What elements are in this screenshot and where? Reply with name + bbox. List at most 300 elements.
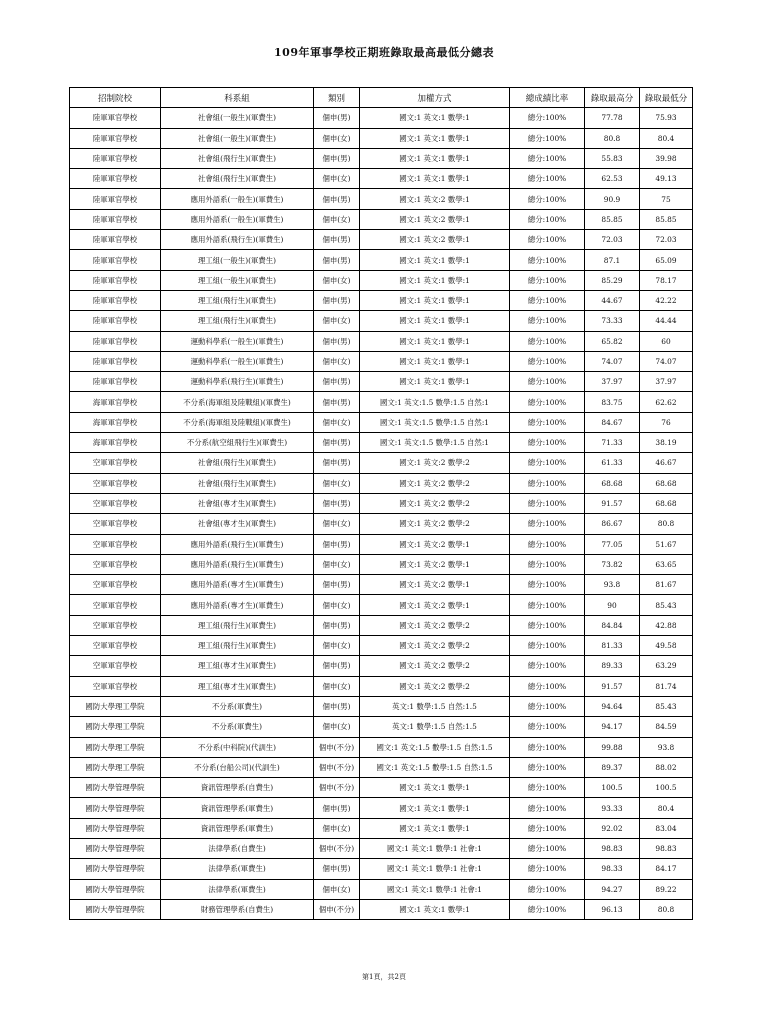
cell-school: 陸軍軍官學校 (70, 290, 161, 310)
cell-category: 個申(女) (314, 717, 360, 737)
cell-category: 個申(女) (314, 128, 360, 148)
cell-max-score: 74.07 (585, 351, 640, 371)
cell-max-score: 100.5 (585, 778, 640, 798)
cell-weighting: 國文:1 英文:1 數學:1 (360, 372, 510, 392)
table-row (70, 676, 693, 696)
cell-weighting: 國文:1 英文:1.5 數學:1.5 自然:1.5 (360, 737, 510, 757)
table-row (70, 351, 693, 371)
cell-min-score: 74.07 (640, 351, 693, 371)
page-footer: 第1頁，共2頁 (362, 973, 406, 981)
cell-department: 法律學系(軍費生) (161, 859, 314, 879)
cell-min-score: 42.22 (640, 290, 693, 310)
cell-category: 個申(男) (314, 250, 360, 270)
cell-school: 國防大學管理學院 (70, 778, 161, 798)
cell-score-ratio: 總分:100% (510, 473, 585, 493)
cell-weighting: 國文:1 英文:1 數學:1 (360, 778, 510, 798)
cell-score-ratio: 總分:100% (510, 230, 585, 250)
cell-score-ratio: 總分:100% (510, 636, 585, 656)
cell-max-score: 77.78 (585, 108, 640, 128)
cell-min-score: 84.59 (640, 717, 693, 737)
cell-school: 國防大學理工學院 (70, 757, 161, 777)
cell-score-ratio: 總分:100% (510, 189, 585, 209)
cell-score-ratio: 總分:100% (510, 290, 585, 310)
cell-school: 空軍軍官學校 (70, 493, 161, 513)
cell-school: 陸軍軍官學校 (70, 189, 161, 209)
cell-department: 資訊管理學系(自費生) (161, 778, 314, 798)
cell-min-score: 63.65 (640, 554, 693, 574)
cell-min-score: 84.17 (640, 859, 693, 879)
cell-score-ratio: 總分:100% (510, 717, 585, 737)
cell-school: 國防大學理工學院 (70, 717, 161, 737)
cell-category: 個申(女) (314, 676, 360, 696)
cell-min-score: 85.43 (640, 595, 693, 615)
cell-school: 陸軍軍官學校 (70, 250, 161, 270)
cell-school: 空軍軍官學校 (70, 575, 161, 595)
cell-category: 個申(女) (314, 311, 360, 331)
table-row (70, 534, 693, 554)
cell-min-score: 80.4 (640, 128, 693, 148)
cell-category: 個申(女) (314, 514, 360, 534)
cell-min-score: 39.98 (640, 148, 693, 168)
cell-category: 個申(女) (314, 270, 360, 290)
cell-max-score: 55.83 (585, 148, 640, 168)
cell-score-ratio: 總分:100% (510, 372, 585, 392)
table-row (70, 230, 693, 250)
cell-max-score: 62.53 (585, 169, 640, 189)
cell-department: 不分系(台船公司)(代訓生) (161, 757, 314, 777)
cell-weighting: 國文:1 英文:2 數學:2 (360, 615, 510, 635)
cell-max-score: 83.75 (585, 392, 640, 412)
cell-min-score: 72.03 (640, 230, 693, 250)
cell-score-ratio: 總分:100% (510, 778, 585, 798)
cell-school: 國防大學管理學院 (70, 899, 161, 919)
table-row (70, 899, 693, 919)
table-row (70, 270, 693, 290)
cell-school: 空軍軍官學校 (70, 534, 161, 554)
table-row (70, 493, 693, 513)
cell-category: 個申(男) (314, 189, 360, 209)
cell-school: 空軍軍官學校 (70, 514, 161, 534)
cell-score-ratio: 總分:100% (510, 676, 585, 696)
cell-category: 個申(男) (314, 859, 360, 879)
table-row (70, 412, 693, 432)
cell-department: 資訊管理學系(軍費生) (161, 818, 314, 838)
cell-department: 理工組(專才生)(軍費生) (161, 676, 314, 696)
cell-score-ratio: 總分:100% (510, 575, 585, 595)
cell-min-score: 44.44 (640, 311, 693, 331)
cell-max-score: 90 (585, 595, 640, 615)
cell-min-score: 85.85 (640, 209, 693, 229)
cell-weighting: 國文:1 英文:1.5 數學:1.5 自然:1 (360, 392, 510, 412)
cell-department: 運動科學系(一般生)(軍費生) (161, 331, 314, 351)
cell-min-score: 78.17 (640, 270, 693, 290)
cell-school: 陸軍軍官學校 (70, 230, 161, 250)
cell-min-score: 51.67 (640, 534, 693, 554)
table-row (70, 595, 693, 615)
cell-department: 應用外語系(飛行生)(軍費生) (161, 554, 314, 574)
cell-min-score: 76 (640, 412, 693, 432)
cell-max-score: 61.33 (585, 453, 640, 473)
cell-department: 不分系(海軍組及陸戰組)(軍費生) (161, 412, 314, 432)
cell-category: 個申(男) (314, 534, 360, 554)
table-row (70, 554, 693, 574)
cell-school: 空軍軍官學校 (70, 595, 161, 615)
header-max-score: 錄取最高分 (585, 88, 640, 108)
cell-weighting: 國文:1 英文:1 數學:1 (360, 311, 510, 331)
cell-max-score: 86.67 (585, 514, 640, 534)
header-category: 類別 (314, 88, 360, 108)
cell-min-score: 75 (640, 189, 693, 209)
cell-score-ratio: 總分:100% (510, 595, 585, 615)
cell-max-score: 84.67 (585, 412, 640, 432)
table-row (70, 778, 693, 798)
table-row (70, 331, 693, 351)
header-score-ratio: 總成績比率 (510, 88, 585, 108)
table-row (70, 392, 693, 412)
table-row (70, 433, 693, 453)
cell-min-score: 88.02 (640, 757, 693, 777)
cell-max-score: 91.57 (585, 493, 640, 513)
cell-min-score: 81.67 (640, 575, 693, 595)
cell-department: 理工組(飛行生)(軍費生) (161, 636, 314, 656)
admission-score-table (69, 87, 693, 920)
table-row (70, 128, 693, 148)
cell-max-score: 90.9 (585, 189, 640, 209)
cell-max-score: 73.82 (585, 554, 640, 574)
cell-category: 個申(不分) (314, 778, 360, 798)
cell-department: 不分系(軍費生) (161, 717, 314, 737)
cell-category: 個申(男) (314, 453, 360, 473)
cell-category: 個申(女) (314, 169, 360, 189)
cell-min-score: 49.58 (640, 636, 693, 656)
cell-school: 海軍軍官學校 (70, 433, 161, 453)
cell-weighting: 國文:1 英文:1.5 數學:1.5 自然:1 (360, 412, 510, 432)
cell-department: 社會組(專才生)(軍費生) (161, 493, 314, 513)
table-row (70, 148, 693, 168)
cell-max-score: 44.67 (585, 290, 640, 310)
table-row (70, 818, 693, 838)
cell-department: 應用外語系(一般生)(軍費生) (161, 189, 314, 209)
cell-department: 社會組(飛行生)(軍費生) (161, 148, 314, 168)
cell-department: 法律學系(自費生) (161, 838, 314, 858)
header-weighting: 加權方式 (360, 88, 510, 108)
cell-category: 個申(女) (314, 595, 360, 615)
cell-min-score: 98.83 (640, 838, 693, 858)
cell-school: 國防大學理工學院 (70, 737, 161, 757)
cell-school: 陸軍軍官學校 (70, 351, 161, 371)
cell-category: 個申(男) (314, 290, 360, 310)
cell-score-ratio: 總分:100% (510, 737, 585, 757)
cell-school: 空軍軍官學校 (70, 554, 161, 574)
cell-min-score: 80.8 (640, 899, 693, 919)
cell-school: 空軍軍官學校 (70, 656, 161, 676)
cell-score-ratio: 總分:100% (510, 433, 585, 453)
cell-department: 社會組(飛行生)(軍費生) (161, 169, 314, 189)
cell-score-ratio: 總分:100% (510, 331, 585, 351)
cell-max-score: 37.97 (585, 372, 640, 392)
cell-weighting: 國文:1 英文:2 數學:2 (360, 514, 510, 534)
cell-school: 國防大學理工學院 (70, 696, 161, 716)
cell-category: 個申(男) (314, 493, 360, 513)
cell-score-ratio: 總分:100% (510, 108, 585, 128)
cell-score-ratio: 總分:100% (510, 615, 585, 635)
cell-weighting: 國文:1 英文:1 數學:1 (360, 798, 510, 818)
cell-weighting: 國文:1 英文:1 數學:1 (360, 270, 510, 290)
cell-category: 個申(男) (314, 372, 360, 392)
cell-min-score: 68.68 (640, 493, 693, 513)
cell-score-ratio: 總分:100% (510, 757, 585, 777)
cell-max-score: 98.33 (585, 859, 640, 879)
cell-school: 陸軍軍官學校 (70, 128, 161, 148)
cell-max-score: 98.83 (585, 838, 640, 858)
cell-weighting: 國文:1 英文:1 數學:1 社會:1 (360, 859, 510, 879)
table-row (70, 636, 693, 656)
cell-score-ratio: 總分:100% (510, 209, 585, 229)
cell-min-score: 80.4 (640, 798, 693, 818)
cell-category: 個申(男) (314, 433, 360, 453)
cell-max-score: 93.8 (585, 575, 640, 595)
cell-score-ratio: 總分:100% (510, 270, 585, 290)
cell-weighting: 國文:1 英文:1 數學:1 (360, 351, 510, 371)
cell-max-score: 94.17 (585, 717, 640, 737)
cell-department: 應用外語系(專才生)(軍費生) (161, 575, 314, 595)
cell-category: 個申(女) (314, 412, 360, 432)
cell-weighting: 國文:1 英文:1 數學:1 (360, 169, 510, 189)
cell-department: 法律學系(軍費生) (161, 879, 314, 899)
cell-max-score: 87.1 (585, 250, 640, 270)
cell-min-score: 65.09 (640, 250, 693, 270)
cell-school: 國防大學管理學院 (70, 838, 161, 858)
table-row (70, 859, 693, 879)
cell-max-score: 81.33 (585, 636, 640, 656)
cell-weighting: 國文:1 英文:1 數學:1 (360, 250, 510, 270)
cell-score-ratio: 總分:100% (510, 818, 585, 838)
cell-score-ratio: 總分:100% (510, 493, 585, 513)
cell-school: 陸軍軍官學校 (70, 372, 161, 392)
cell-weighting: 英文:1 數學:1.5 自然:1.5 (360, 696, 510, 716)
cell-category: 個申(男) (314, 392, 360, 412)
cell-weighting: 國文:1 英文:1 數學:1 (360, 818, 510, 838)
cell-department: 資訊管理學系(軍費生) (161, 798, 314, 818)
cell-score-ratio: 總分:100% (510, 859, 585, 879)
cell-school: 海軍軍官學校 (70, 392, 161, 412)
header-school: 招制院校 (70, 88, 161, 108)
cell-school: 空軍軍官學校 (70, 453, 161, 473)
cell-max-score: 99.88 (585, 737, 640, 757)
header-department: 科系組 (161, 88, 314, 108)
cell-max-score: 68.68 (585, 473, 640, 493)
cell-school: 陸軍軍官學校 (70, 270, 161, 290)
cell-school: 國防大學管理學院 (70, 818, 161, 838)
cell-min-score: 37.97 (640, 372, 693, 392)
cell-max-score: 89.33 (585, 656, 640, 676)
cell-max-score: 94.27 (585, 879, 640, 899)
cell-department: 社會組(專才生)(軍費生) (161, 514, 314, 534)
cell-max-score: 72.03 (585, 230, 640, 250)
cell-department: 不分系(中科院)(代訓生) (161, 737, 314, 757)
cell-weighting: 國文:1 英文:1 數學:1 社會:1 (360, 879, 510, 899)
cell-max-score: 84.84 (585, 615, 640, 635)
cell-weighting: 國文:1 英文:1 數學:1 (360, 148, 510, 168)
cell-department: 社會組(一般生)(軍費生) (161, 128, 314, 148)
cell-weighting: 國文:1 英文:1 數學:1 (360, 128, 510, 148)
cell-score-ratio: 總分:100% (510, 696, 585, 716)
cell-weighting: 國文:1 英文:2 數學:1 (360, 534, 510, 554)
cell-category: 個申(男) (314, 798, 360, 818)
cell-department: 應用外語系(飛行生)(軍費生) (161, 534, 314, 554)
page-title: 109年軍事學校正期班錄取最高最低分總表 (274, 46, 494, 59)
cell-max-score: 80.8 (585, 128, 640, 148)
cell-department: 運動科學系(飛行生)(軍費生) (161, 372, 314, 392)
cell-weighting: 國文:1 英文:1 數學:1 (360, 899, 510, 919)
cell-min-score: 93.8 (640, 737, 693, 757)
cell-category: 個申(男) (314, 696, 360, 716)
table-row (70, 372, 693, 392)
cell-school: 海軍軍官學校 (70, 412, 161, 432)
cell-min-score: 85.43 (640, 696, 693, 716)
cell-min-score: 42.88 (640, 615, 693, 635)
cell-weighting: 國文:1 英文:2 數學:2 (360, 453, 510, 473)
cell-score-ratio: 總分:100% (510, 899, 585, 919)
cell-school: 陸軍軍官學校 (70, 331, 161, 351)
cell-weighting: 國文:1 英文:2 數學:1 (360, 230, 510, 250)
cell-department: 財務管理學系(自費生) (161, 899, 314, 919)
cell-weighting: 英文:1 數學:1.5 自然:1.5 (360, 717, 510, 737)
table-row (70, 453, 693, 473)
cell-min-score: 100.5 (640, 778, 693, 798)
cell-min-score: 60 (640, 331, 693, 351)
cell-school: 空軍軍官學校 (70, 615, 161, 635)
cell-min-score: 62.62 (640, 392, 693, 412)
cell-score-ratio: 總分:100% (510, 392, 585, 412)
table-row (70, 311, 693, 331)
cell-score-ratio: 總分:100% (510, 838, 585, 858)
cell-min-score: 63.29 (640, 656, 693, 676)
cell-department: 社會組(飛行生)(軍費生) (161, 473, 314, 493)
cell-category: 個申(女) (314, 473, 360, 493)
cell-category: 個申(女) (314, 818, 360, 838)
cell-category: 個申(女) (314, 636, 360, 656)
cell-department: 應用外語系(飛行生)(軍費生) (161, 230, 314, 250)
cell-category: 個申(男) (314, 575, 360, 595)
cell-max-score: 85.29 (585, 270, 640, 290)
table-row (70, 108, 693, 128)
cell-category: 個申(男) (314, 148, 360, 168)
cell-score-ratio: 總分:100% (510, 554, 585, 574)
table-row (70, 737, 693, 757)
cell-department: 理工組(一般生)(軍費生) (161, 250, 314, 270)
table-row (70, 615, 693, 635)
cell-category: 個申(男) (314, 615, 360, 635)
table-row (70, 696, 693, 716)
cell-min-score: 89.22 (640, 879, 693, 899)
cell-score-ratio: 總分:100% (510, 128, 585, 148)
table-row (70, 290, 693, 310)
cell-category: 個申(女) (314, 879, 360, 899)
table-row (70, 514, 693, 534)
table-row (70, 250, 693, 270)
cell-category: 個申(女) (314, 351, 360, 371)
table-row (70, 879, 693, 899)
cell-weighting: 國文:1 英文:1.5 數學:1.5 自然:1.5 (360, 757, 510, 777)
cell-score-ratio: 總分:100% (510, 534, 585, 554)
cell-min-score: 68.68 (640, 473, 693, 493)
cell-school: 陸軍軍官學校 (70, 311, 161, 331)
cell-category: 個申(不分) (314, 737, 360, 757)
cell-category: 個申(男) (314, 108, 360, 128)
cell-school: 國防大學管理學院 (70, 798, 161, 818)
cell-department: 理工組(飛行生)(軍費生) (161, 311, 314, 331)
table-row (70, 473, 693, 493)
table-row (70, 798, 693, 818)
cell-max-score: 93.33 (585, 798, 640, 818)
cell-score-ratio: 總分:100% (510, 412, 585, 432)
cell-weighting: 國文:1 英文:2 數學:2 (360, 636, 510, 656)
cell-school: 陸軍軍官學校 (70, 169, 161, 189)
cell-min-score: 83.04 (640, 818, 693, 838)
cell-category: 個申(男) (314, 656, 360, 676)
cell-school: 陸軍軍官學校 (70, 148, 161, 168)
table-row (70, 656, 693, 676)
cell-department: 不分系(軍費生) (161, 696, 314, 716)
cell-score-ratio: 總分:100% (510, 351, 585, 371)
cell-school: 陸軍軍官學校 (70, 108, 161, 128)
cell-max-score: 96.13 (585, 899, 640, 919)
cell-department: 理工組(飛行生)(軍費生) (161, 615, 314, 635)
cell-weighting: 國文:1 英文:1 數學:1 (360, 331, 510, 351)
cell-school: 陸軍軍官學校 (70, 209, 161, 229)
table-row (70, 575, 693, 595)
cell-school: 空軍軍官學校 (70, 636, 161, 656)
cell-weighting: 國文:1 英文:1 數學:1 (360, 290, 510, 310)
cell-score-ratio: 總分:100% (510, 514, 585, 534)
cell-score-ratio: 總分:100% (510, 311, 585, 331)
cell-department: 理工組(專才生)(軍費生) (161, 656, 314, 676)
cell-max-score: 91.57 (585, 676, 640, 696)
cell-weighting: 國文:1 英文:2 數學:1 (360, 189, 510, 209)
cell-department: 不分系(海軍組及陸戰組)(軍費生) (161, 392, 314, 412)
cell-category: 個申(女) (314, 209, 360, 229)
cell-category: 個申(不分) (314, 757, 360, 777)
cell-score-ratio: 總分:100% (510, 656, 585, 676)
cell-school: 空軍軍官學校 (70, 676, 161, 696)
cell-max-score: 94.64 (585, 696, 640, 716)
cell-weighting: 國文:1 英文:1.5 數學:1.5 自然:1 (360, 433, 510, 453)
table-row (70, 189, 693, 209)
cell-school: 空軍軍官學校 (70, 473, 161, 493)
cell-category: 個申(女) (314, 554, 360, 574)
cell-category: 個申(男) (314, 331, 360, 351)
cell-score-ratio: 總分:100% (510, 169, 585, 189)
cell-department: 理工組(飛行生)(軍費生) (161, 290, 314, 310)
cell-max-score: 73.33 (585, 311, 640, 331)
table-header-row (70, 88, 693, 108)
cell-department: 運動科學系(一般生)(軍費生) (161, 351, 314, 371)
cell-department: 社會組(飛行生)(軍費生) (161, 453, 314, 473)
table-row (70, 717, 693, 737)
cell-weighting: 國文:1 英文:2 數學:2 (360, 656, 510, 676)
table-row (70, 838, 693, 858)
cell-department: 理工組(一般生)(軍費生) (161, 270, 314, 290)
cell-weighting: 國文:1 英文:1 數學:1 (360, 108, 510, 128)
table-row (70, 209, 693, 229)
cell-score-ratio: 總分:100% (510, 798, 585, 818)
cell-max-score: 85.85 (585, 209, 640, 229)
cell-min-score: 49.13 (640, 169, 693, 189)
cell-max-score: 71.33 (585, 433, 640, 453)
cell-max-score: 65.82 (585, 331, 640, 351)
cell-weighting: 國文:1 英文:1 數學:1 社會:1 (360, 838, 510, 858)
